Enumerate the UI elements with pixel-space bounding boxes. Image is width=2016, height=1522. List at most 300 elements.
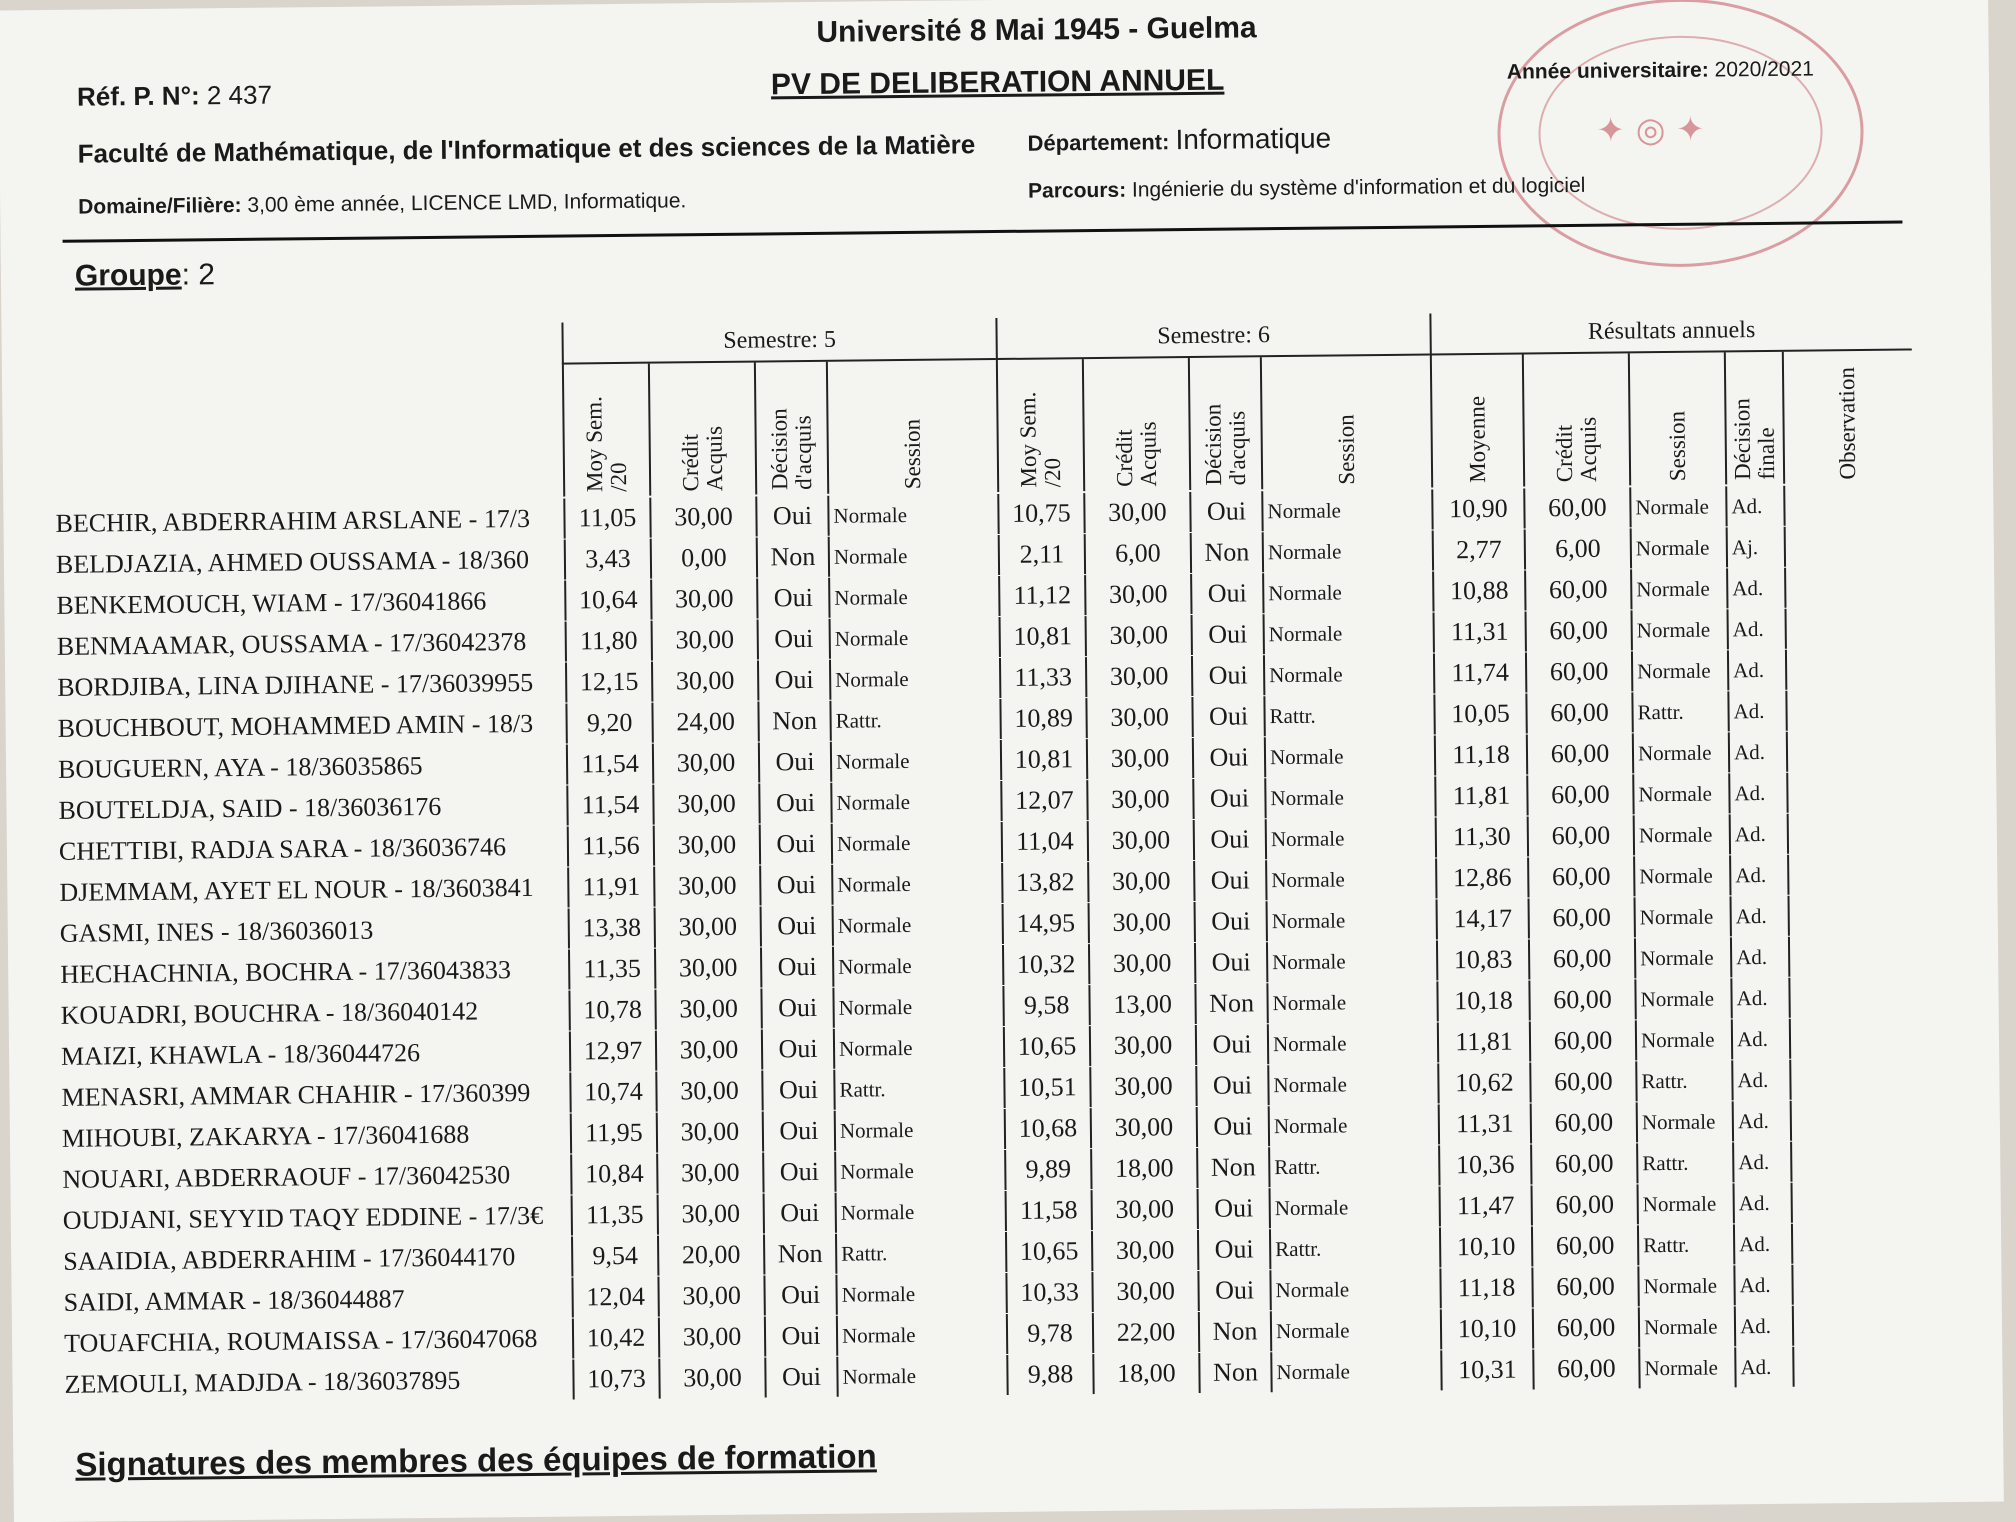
document-title: PV DE DELIBERATION ANNUEL: [771, 64, 1225, 103]
s5-credit-header: Crédit Acquis: [648, 363, 755, 496]
s6-moy-cell: 10,81: [999, 616, 1085, 657]
s6-decision-cell: Non: [1198, 1352, 1270, 1393]
observation-cell: [1784, 525, 1910, 566]
s6-session-cell: Normale: [1268, 1104, 1438, 1146]
s5-session-cell: Normale: [829, 658, 999, 700]
s5-session-cell: Normale: [832, 904, 1002, 946]
s6-moy-cell: 9,78: [1006, 1313, 1092, 1354]
s5-credit-cell: 30,00: [658, 1358, 764, 1399]
s6-credit-cell: 30,00: [1084, 574, 1190, 615]
s6-decision-cell: Oui: [1191, 655, 1263, 696]
annual-decision-cell: Ad.: [1729, 855, 1787, 896]
s5-moy-cell: 12,15: [565, 662, 651, 703]
s5-moy-cell: 10,64: [564, 580, 650, 621]
s6-session-cell: Normale: [1264, 735, 1434, 777]
s6-moy-cell: 12,07: [1000, 780, 1086, 821]
s6-decision-cell: Oui: [1190, 573, 1262, 614]
s6-decision-cell: Oui: [1197, 1229, 1269, 1270]
observation-cell: [1792, 1345, 1918, 1386]
s5-decision-cell: Non: [757, 701, 829, 742]
s6-moy-cell: 10,81: [1000, 739, 1086, 780]
s5-decision-cell: Oui: [761, 1070, 833, 1111]
annual-credit-cell: 60,00: [1523, 487, 1629, 528]
s5-moy-cell: 3,43: [564, 539, 650, 580]
s5-session-cell: Normale: [833, 1027, 1003, 1069]
observation-cell: [1789, 1058, 1915, 1099]
annual-moyenne-cell: 10,36: [1438, 1144, 1530, 1185]
annual-session-cell: Normale: [1631, 609, 1727, 650]
s6-moy-cell: 11,04: [1001, 821, 1087, 862]
academic-year: [1507, 57, 1814, 84]
s5-moy-cell: 9,54: [571, 1236, 657, 1277]
s5-credit-cell: 24,00: [651, 702, 757, 743]
annual-session-cell: Normale: [1636, 1101, 1732, 1142]
s6-moy-cell: 10,51: [1003, 1067, 1089, 1108]
table-body: [43, 504, 52, 1406]
s6-moy-cell: 11,12: [998, 575, 1084, 616]
s6-session-cell: Normale: [1269, 1268, 1439, 1310]
s5-decision-cell: Oui: [760, 947, 832, 988]
annee-label: Année universitaire:: [1507, 59, 1709, 84]
annual-decision-cell: Ad.: [1734, 1347, 1792, 1388]
departement-label: Département:: [1027, 129, 1169, 155]
s6-credit-header: Crédit Acquis: [1082, 358, 1189, 491]
student-name-cell: MIHOUBI, ZAKARYA - 17/36041688: [50, 1114, 570, 1159]
parcours: [1028, 174, 1586, 204]
annual-credit-cell: 6,00: [1524, 528, 1630, 569]
groupe-value: : 2: [181, 258, 215, 291]
s5-moy-cell: 11,91: [567, 867, 653, 908]
annual-decision-cell: Ad.: [1732, 1101, 1790, 1142]
annual-session-cell: Normale: [1630, 527, 1726, 568]
s6-session-cell: Normale: [1267, 1063, 1437, 1105]
student-name-cell: CHETTIBI, RADJA SARA - 18/36036746: [47, 827, 567, 872]
annual-moyenne-cell: 10,31: [1440, 1349, 1532, 1390]
annual-decision-cell: Ad.: [1728, 773, 1786, 814]
s6-credit-cell: 30,00: [1089, 1066, 1195, 1107]
s6-credit-cell: 13,00: [1088, 984, 1194, 1025]
semester-6-header: Semestre: 6: [995, 313, 1429, 360]
s5-credit-cell: 30,00: [654, 948, 760, 989]
s6-session-cell: Normale: [1262, 571, 1432, 613]
s6-credit-cell: 30,00: [1083, 492, 1189, 533]
s5-session-cell: Rattr.: [833, 1068, 1003, 1110]
annual-credit-cell: 60,00: [1530, 1102, 1636, 1143]
s5-moy-cell: 11,54: [566, 785, 652, 826]
s6-decision-cell: Non: [1190, 532, 1262, 573]
s6-credit-cell: 22,00: [1092, 1312, 1198, 1353]
annual-moyenne-cell: 11,74: [1433, 653, 1525, 694]
annual-moyenne-cell: 10,83: [1436, 939, 1528, 980]
domaine-label: Domaine/Filière:: [78, 194, 242, 219]
s6-decision-cell: Oui: [1193, 819, 1265, 860]
s6-moy-cell: 10,75: [997, 493, 1083, 534]
annual-moyenne-cell: 10,62: [1437, 1062, 1529, 1103]
annual-decision-cell: Ad.: [1730, 978, 1788, 1019]
s5-decision-cell: Oui: [760, 988, 832, 1029]
annual-decision-cell: Ad.: [1728, 732, 1786, 773]
annual-credit-cell: 60,00: [1528, 979, 1634, 1020]
annual-moyenne-cell: 11,47: [1439, 1185, 1531, 1226]
s5-credit-cell: 30,00: [657, 1194, 763, 1235]
annual-decision-cell: Aj.: [1726, 527, 1784, 568]
annual-moyenne-cell: 10,90: [1431, 489, 1523, 530]
annual-moyenne-cell: 11,31: [1438, 1103, 1530, 1144]
annual-credit-cell: 60,00: [1531, 1266, 1637, 1307]
annual-credit-header: Crédit Acquis: [1522, 353, 1629, 486]
annual-decision-cell: Ad.: [1734, 1306, 1792, 1347]
semester-5-header: Semestre: 5: [561, 318, 995, 365]
s6-moy-cell: 9,89: [1004, 1149, 1090, 1190]
annual-decision-cell: Ad.: [1729, 814, 1787, 855]
student-name-cell: TOUAFCHIA, ROUMAISSA - 17/36047068: [52, 1319, 572, 1364]
annual-session-cell: Rattr.: [1637, 1224, 1733, 1265]
annual-results-header: Résultats annuels: [1429, 308, 1911, 355]
s6-session-cell: Normale: [1261, 489, 1431, 531]
annual-decision-cell: Ad.: [1727, 609, 1785, 650]
s5-session-cell: Normale: [832, 986, 1002, 1028]
student-name-cell: GASMI, INES - 18/36036013: [48, 909, 568, 954]
s5-moy-cell: 11,80: [565, 621, 651, 662]
student-name-cell: DJEMMAM, AYET EL NOUR - 18/3603841: [47, 868, 567, 913]
annual-moyenne-cell: 11,81: [1434, 776, 1526, 817]
s6-session-cell: Normale: [1266, 940, 1436, 982]
s6-moy-cell: 9,88: [1006, 1354, 1092, 1395]
s6-moy-cell: 11,33: [999, 657, 1085, 698]
s6-session-cell: Normale: [1267, 1022, 1437, 1064]
observation-cell: [1783, 484, 1909, 525]
student-name-cell: SAIDI, AMMAR - 18/36044887: [51, 1278, 571, 1323]
annual-decision-cell: Ad.: [1727, 650, 1785, 691]
annual-session-cell: Normale: [1637, 1183, 1733, 1224]
s5-credit-cell: 30,00: [653, 825, 759, 866]
observation-cell: [1785, 689, 1911, 730]
annual-session-cell: Rattr.: [1631, 691, 1727, 732]
annual-moyenne-cell: 11,18: [1434, 735, 1526, 776]
s5-credit-cell: 30,00: [654, 907, 760, 948]
annual-moyenne-cell: 10,05: [1433, 694, 1525, 735]
annual-credit-cell: 60,00: [1527, 815, 1633, 856]
s5-decision-cell: Oui: [757, 660, 829, 701]
annual-credit-cell: 60,00: [1529, 1061, 1635, 1102]
s6-credit-cell: 6,00: [1084, 533, 1190, 574]
s6-session-cell: Normale: [1264, 776, 1434, 818]
s6-moy-cell: 9,58: [1002, 985, 1088, 1026]
annual-credit-cell: 60,00: [1528, 897, 1634, 938]
annual-decision-cell: Ad.: [1731, 1019, 1789, 1060]
s6-decision-cell: Oui: [1197, 1188, 1269, 1229]
faculty-name: Faculté de Mathématique, de l'Informatique et des sciences de la Matière: [77, 128, 997, 170]
s6-session-cell: Normale: [1269, 1186, 1439, 1228]
s6-moy-cell: 14,95: [1002, 903, 1088, 944]
annual-decision-cell: Ad.: [1727, 691, 1785, 732]
s6-decision-cell: Oui: [1196, 1106, 1268, 1147]
s5-credit-cell: 30,00: [651, 661, 757, 702]
observation-cell: [1791, 1263, 1917, 1304]
annual-session-cell: Normale: [1634, 978, 1730, 1019]
annual-session-cell: Normale: [1632, 773, 1728, 814]
annual-moyenne-cell: 10,18: [1436, 980, 1528, 1021]
groupe-label: Groupe: [75, 259, 182, 293]
s6-moy-cell: 10,89: [999, 698, 1085, 739]
observation-cell: [1787, 853, 1913, 894]
annual-session-cell: Rattr.: [1635, 1060, 1731, 1101]
s5-decision-cell: Oui: [757, 619, 829, 660]
deliberation-table: [41, 328, 52, 1406]
s5-moy-cell: 11,54: [566, 744, 652, 785]
s6-session-cell: Normale: [1270, 1309, 1440, 1351]
annual-credit-cell: 60,00: [1528, 938, 1634, 979]
student-name-cell: ZEMOULI, MADJDA - 18/36037895: [52, 1360, 572, 1405]
s5-moy-header: Moy Sem. /20: [562, 364, 649, 497]
annual-moyenne-cell: 14,17: [1436, 898, 1528, 939]
s6-decision-cell: Oui: [1195, 1024, 1267, 1065]
s6-moy-header: Moy Sem. /20: [996, 359, 1083, 492]
annual-session-cell: Normale: [1634, 937, 1730, 978]
student-name-cell: BELDJAZIA, AHMED OUSSAMA - 18/360: [44, 540, 564, 585]
annual-decision-cell: Ad.: [1732, 1142, 1790, 1183]
departement: [1027, 123, 1331, 158]
s5-credit-cell: 30,00: [655, 1030, 761, 1071]
annual-session-cell: Normale: [1638, 1347, 1734, 1388]
s5-moy-cell: 10,78: [568, 990, 654, 1031]
observation-cell: [1785, 607, 1911, 648]
s5-decision-cell: Oui: [761, 1029, 833, 1070]
s5-credit-cell: 30,00: [656, 1153, 762, 1194]
annual-moyenne-cell: 2,77: [1432, 530, 1524, 571]
annual-session-cell: Rattr.: [1636, 1142, 1732, 1183]
s5-session-cell: Normale: [835, 1273, 1005, 1315]
s5-moy-cell: 9,20: [565, 703, 651, 744]
domaine-filiere: [78, 189, 686, 219]
s6-credit-cell: 30,00: [1090, 1107, 1196, 1148]
student-name-cell: BORDJIBA, LINA DJIHANE - 17/36039955: [45, 663, 565, 708]
s6-moy-cell: 13,82: [1001, 862, 1087, 903]
s5-decision-cell: Oui: [760, 906, 832, 947]
observation-cell: [1792, 1304, 1918, 1345]
s6-decision-cell: Oui: [1192, 737, 1264, 778]
s5-moy-cell: 10,73: [572, 1359, 658, 1400]
s5-decision-cell: Oui: [756, 578, 828, 619]
s5-credit-cell: 30,00: [652, 784, 758, 825]
annual-decision-cell: Ad.: [1733, 1183, 1791, 1224]
s5-decision-cell: Oui: [763, 1193, 835, 1234]
s6-session-cell: Normale: [1263, 612, 1433, 654]
s5-credit-cell: 30,00: [652, 743, 758, 784]
annual-session-cell: Normale: [1632, 732, 1728, 773]
s5-decision-cell: Oui: [764, 1357, 836, 1398]
annual-session-cell: Normale: [1634, 896, 1730, 937]
annual-decision-header: Décision finale: [1724, 352, 1783, 485]
s5-moy-cell: 11,56: [567, 826, 653, 867]
s5-session-cell: Rattr.: [829, 699, 999, 741]
observation-cell: [1786, 771, 1912, 812]
s6-credit-cell: 30,00: [1088, 902, 1194, 943]
annual-session-cell: Normale: [1631, 650, 1727, 691]
s5-session-cell: Normale: [835, 1191, 1005, 1233]
annual-session-header: Session: [1628, 352, 1725, 485]
s6-decision-cell: Oui: [1189, 491, 1261, 532]
s6-credit-cell: 30,00: [1086, 779, 1192, 820]
annual-session-cell: Normale: [1630, 568, 1726, 609]
s5-session-header: Session: [826, 360, 997, 494]
reference-number: [77, 80, 272, 113]
s6-session-cell: Normale: [1265, 858, 1435, 900]
s6-session-cell: Normale: [1263, 653, 1433, 695]
annual-session-cell: Normale: [1637, 1265, 1733, 1306]
s6-decision-cell: Oui: [1191, 614, 1263, 655]
annual-moyenne-cell: 12,86: [1435, 857, 1527, 898]
s5-decision-cell: Oui: [763, 1275, 835, 1316]
s5-session-cell: Normale: [836, 1355, 1006, 1397]
ref-label: Réf. P. N°:: [77, 80, 200, 111]
s5-credit-cell: 30,00: [653, 866, 759, 907]
s6-moy-cell: 10,68: [1004, 1108, 1090, 1149]
s6-moy-cell: 10,32: [1002, 944, 1088, 985]
observation-cell: [1788, 894, 1914, 935]
s6-session-cell: Rattr.: [1263, 694, 1433, 736]
s6-decision-cell: Non: [1198, 1311, 1270, 1352]
s5-decision-cell: Oui: [758, 783, 830, 824]
annual-credit-cell: 60,00: [1529, 1020, 1635, 1061]
s5-credit-cell: 20,00: [657, 1235, 763, 1276]
s6-session-cell: Normale: [1266, 899, 1436, 941]
s5-moy-cell: 10,84: [570, 1154, 656, 1195]
s5-session-cell: Normale: [829, 617, 999, 659]
s5-decision-cell: Oui: [758, 742, 830, 783]
annual-moyenne-cell: 11,31: [1433, 612, 1525, 653]
stamp-seal-icon: ✦ ◎ ✦: [1596, 110, 1705, 151]
parcours-value: Ingénierie du système d'information et du logiciel: [1132, 174, 1586, 202]
signatures-heading: Signatures des membres des équipes de formation: [75, 1437, 877, 1483]
official-stamp: [1496, 0, 1865, 269]
annual-decision-cell: Ad.: [1725, 486, 1783, 527]
s5-moy-cell: 13,38: [568, 908, 654, 949]
s6-credit-cell: 30,00: [1087, 861, 1193, 902]
table-header: [41, 328, 43, 504]
s6-moy-cell: 2,11: [998, 534, 1084, 575]
observation-cell: [1790, 1099, 1916, 1140]
s5-moy-cell: 12,97: [569, 1031, 655, 1072]
s5-decision-cell: Oui: [762, 1152, 834, 1193]
s6-session-cell: Rattr.: [1268, 1145, 1438, 1187]
student-name-cell: BENMAAMAR, OUSSAMA - 17/36042378: [45, 622, 565, 667]
student-name-cell: NOUARI, ABDERRAOUF - 17/36042530: [50, 1155, 570, 1200]
s6-moy-cell: 10,33: [1005, 1272, 1091, 1313]
s5-decision-cell: Oui: [759, 824, 831, 865]
annual-session-cell: Normale: [1633, 814, 1729, 855]
s6-credit-cell: 30,00: [1086, 738, 1192, 779]
annual-session-cell: Normale: [1629, 486, 1725, 527]
annual-credit-cell: 60,00: [1524, 569, 1630, 610]
s6-decision-cell: Oui: [1193, 860, 1265, 901]
s5-credit-cell: 30,00: [649, 497, 755, 538]
s6-session-cell: Normale: [1265, 817, 1435, 859]
annual-decision-cell: Ad.: [1730, 896, 1788, 937]
observation-header: Observation: [1782, 350, 1911, 483]
annual-credit-cell: 60,00: [1531, 1184, 1637, 1225]
annual-credit-cell: 60,00: [1525, 692, 1631, 733]
observation-cell: [1786, 730, 1912, 771]
s5-moy-cell: 10,42: [572, 1318, 658, 1359]
student-name-cell: BOUTELDJA, SAID - 18/36036176: [46, 786, 566, 831]
annual-moyenne-cell: 10,88: [1432, 571, 1524, 612]
annual-session-cell: Normale: [1638, 1306, 1734, 1347]
s5-decision-cell: Oui: [762, 1111, 834, 1152]
s5-decision-cell: Non: [756, 537, 828, 578]
annual-credit-cell: 60,00: [1526, 774, 1632, 815]
annual-decision-cell: Ad.: [1733, 1265, 1791, 1306]
s6-session-cell: Normale: [1266, 981, 1436, 1023]
s5-decision-cell: Non: [763, 1234, 835, 1275]
s6-decision-cell: Oui: [1195, 1065, 1267, 1106]
s5-moy-cell: 12,04: [571, 1277, 657, 1318]
s5-session-cell: Rattr.: [835, 1232, 1005, 1274]
student-name-cell: MAIZI, KHAWLA - 18/36044726: [49, 1032, 569, 1077]
university-name: Université 8 Mai 1945 - Guelma: [816, 11, 1257, 50]
annee-value: 2020/2021: [1714, 57, 1814, 81]
s5-session-cell: Normale: [831, 822, 1001, 864]
observation-cell: [1790, 1140, 1916, 1181]
s6-credit-cell: 30,00: [1087, 820, 1193, 861]
s6-decision-header: Décision d'acquis: [1188, 357, 1261, 490]
s6-decision-cell: Oui: [1192, 778, 1264, 819]
s6-credit-cell: 18,00: [1092, 1353, 1198, 1394]
annual-session-cell: Normale: [1633, 855, 1729, 896]
annual-moyenne-cell: 11,30: [1435, 816, 1527, 857]
annual-moyenne-header: Moyenne: [1430, 355, 1523, 488]
s6-moy-cell: 10,65: [1005, 1231, 1091, 1272]
ref-value: 2 437: [207, 80, 272, 111]
s6-credit-cell: 30,00: [1091, 1271, 1197, 1312]
s6-decision-cell: Oui: [1191, 696, 1263, 737]
s5-moy-cell: 11,05: [563, 498, 649, 539]
s6-moy-cell: 11,58: [1005, 1190, 1091, 1231]
s5-credit-cell: 30,00: [654, 989, 760, 1030]
annual-moyenne-cell: 10,10: [1440, 1308, 1532, 1349]
s5-moy-cell: 11,95: [570, 1113, 656, 1154]
student-name-cell: SAAIDIA, ABDERRAHIM - 17/36044170: [51, 1237, 571, 1282]
s6-credit-cell: 30,00: [1089, 1025, 1195, 1066]
s5-session-cell: Normale: [827, 494, 997, 536]
departement-value: Informatique: [1175, 123, 1331, 156]
s5-moy-cell: 11,35: [568, 949, 654, 990]
group-heading: [75, 258, 215, 293]
s6-session-header: Session: [1260, 355, 1431, 489]
observation-cell: [1788, 976, 1914, 1017]
s5-session-cell: Normale: [836, 1314, 1006, 1356]
annual-credit-cell: 60,00: [1532, 1348, 1638, 1389]
s6-credit-cell: 30,00: [1085, 615, 1191, 656]
annual-credit-cell: 60,00: [1527, 856, 1633, 897]
annual-session-cell: Normale: [1635, 1019, 1731, 1060]
s6-decision-cell: Oui: [1194, 901, 1266, 942]
annual-moyenne-cell: 11,18: [1439, 1267, 1531, 1308]
observation-cell: [1785, 648, 1911, 689]
annual-moyenne-cell: 10,10: [1439, 1226, 1531, 1267]
s6-session-cell: Rattr.: [1269, 1227, 1439, 1269]
annual-decision-cell: Ad.: [1730, 937, 1788, 978]
s5-moy-cell: 11,35: [571, 1195, 657, 1236]
s5-credit-cell: 30,00: [658, 1317, 764, 1358]
s6-credit-cell: 30,00: [1085, 697, 1191, 738]
annual-credit-cell: 60,00: [1525, 651, 1631, 692]
annual-credit-cell: 60,00: [1526, 733, 1632, 774]
s5-session-cell: Normale: [830, 781, 1000, 823]
annual-decision-cell: Ad.: [1731, 1060, 1789, 1101]
domaine-value: 3,00 ème année, LICENCE LMD, Informatique.: [247, 189, 686, 217]
s5-credit-cell: 30,00: [657, 1276, 763, 1317]
